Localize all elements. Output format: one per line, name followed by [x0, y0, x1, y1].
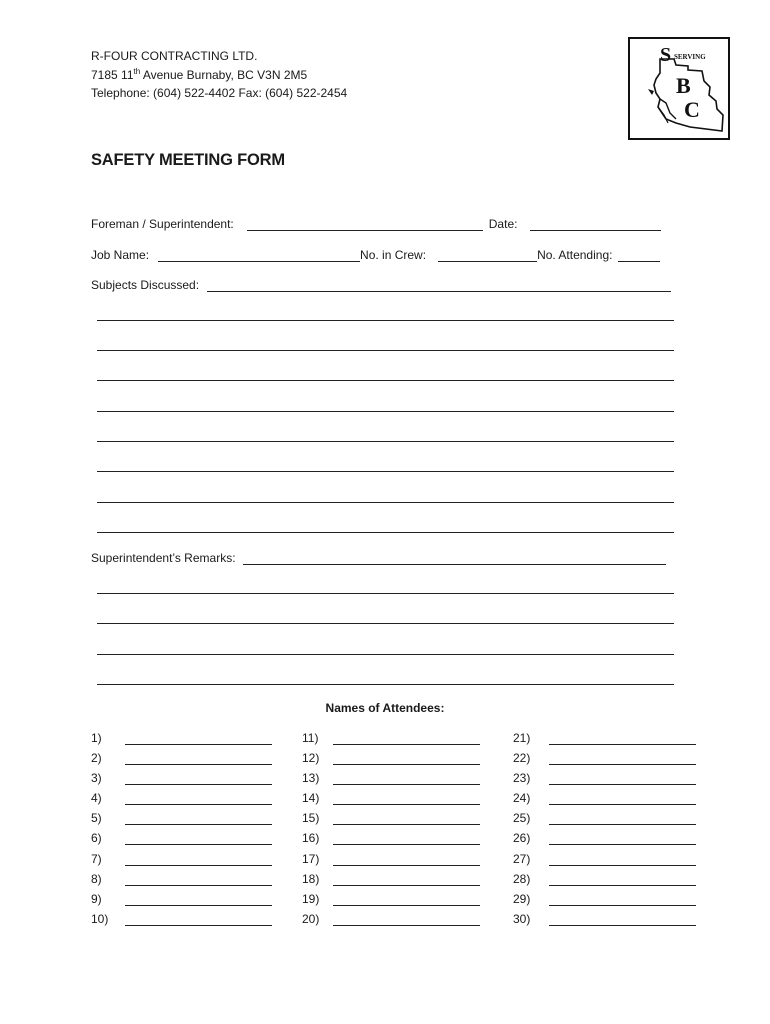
- company-address: [91, 66, 347, 85]
- attendee-name-field[interactable]: [125, 784, 272, 785]
- attendee-name-field[interactable]: [125, 744, 272, 745]
- attendee-name-field[interactable]: [125, 865, 272, 866]
- logo-letter-b: B: [676, 73, 691, 98]
- remarks-line[interactable]: [97, 684, 674, 685]
- attendee-entry: [302, 872, 502, 892]
- subjects-line[interactable]: [97, 380, 674, 381]
- attendee-entry: [91, 912, 291, 932]
- attendee-entry: [302, 731, 502, 751]
- attendee-entry: [513, 831, 713, 851]
- address-number: 7185 11: [91, 67, 134, 82]
- attendee-number: 12): [302, 751, 320, 766]
- attendee-number: 20): [302, 911, 320, 926]
- attendee-entry: [302, 791, 502, 811]
- attendee-entry: [302, 892, 502, 912]
- address-superscript: th: [133, 66, 141, 76]
- attendee-entry: [513, 731, 713, 751]
- foreman-field[interactable]: [247, 217, 483, 231]
- attendee-number: 18): [302, 871, 320, 886]
- attendee-entry: [302, 852, 502, 872]
- attendee-name-field[interactable]: [333, 905, 480, 906]
- attendee-name-field[interactable]: [549, 905, 696, 906]
- crew-field[interactable]: [438, 248, 537, 262]
- attendee-number: 17): [302, 851, 320, 866]
- attendee-number: 5): [91, 811, 102, 826]
- attendee-name-field[interactable]: [333, 844, 480, 845]
- attendee-entry: [91, 791, 291, 811]
- attendee-number: 14): [302, 791, 320, 806]
- attendee-entry: [91, 831, 291, 851]
- attendee-number: 1): [91, 731, 102, 745]
- attendee-entry: [513, 852, 713, 872]
- attendee-name-field[interactable]: [125, 905, 272, 906]
- foreman-label: Foreman / Superintendent:: [91, 217, 234, 231]
- logo-letter-c: C: [684, 97, 700, 122]
- attendee-name-field[interactable]: [333, 784, 480, 785]
- attendee-number: 6): [91, 831, 102, 846]
- company-phone: Telephone: (604) 522-4402 Fax: (604) 522-2454: [91, 86, 348, 100]
- attendee-name-field[interactable]: [333, 824, 480, 825]
- attendee-entry: [302, 912, 502, 932]
- attendee-name-field[interactable]: [549, 764, 696, 765]
- job-name-label: Job Name:: [91, 248, 150, 262]
- form-title: SAFETY MEETING FORM: [91, 151, 285, 169]
- attendee-name-field[interactable]: [549, 865, 696, 866]
- remarks-label: Superintendent’s Remarks:: [91, 551, 236, 565]
- subjects-line[interactable]: [97, 532, 674, 533]
- subjects-line[interactable]: [97, 502, 674, 503]
- attendees-heading: Names of Attendees:: [325, 701, 445, 715]
- attendee-number: 24): [513, 791, 531, 806]
- attendee-number: 27): [513, 851, 531, 866]
- attendee-number: 15): [302, 811, 320, 826]
- attendee-name-field[interactable]: [125, 804, 272, 805]
- subjects-line[interactable]: [97, 320, 674, 321]
- logo-serving-text: SERVING: [674, 53, 706, 61]
- attendee-number: 3): [91, 771, 102, 786]
- attending-field[interactable]: [618, 248, 660, 262]
- attendee-name-field[interactable]: [333, 804, 480, 805]
- subjects-label: Subjects Discussed:: [91, 278, 200, 292]
- attendee-name-field[interactable]: [549, 844, 696, 845]
- attendee-number: 10): [91, 911, 109, 926]
- company-name: R-FOUR CONTRACTING LTD.: [91, 49, 258, 63]
- company-header: [91, 47, 347, 103]
- attendee-entry: [91, 811, 291, 831]
- foreman-date-row: [91, 215, 661, 231]
- attendee-name-field[interactable]: [125, 885, 272, 886]
- attendee-name-field[interactable]: [125, 844, 272, 845]
- attendee-number: 26): [513, 831, 531, 846]
- attendee-name-field[interactable]: [333, 764, 480, 765]
- bc-map-logo-icon: [630, 39, 728, 138]
- attendee-number: 16): [302, 831, 320, 846]
- job-name-field[interactable]: [158, 248, 360, 262]
- attendee-name-field[interactable]: [125, 925, 272, 926]
- subjects-line[interactable]: [97, 411, 674, 412]
- attendee-number: 25): [513, 811, 531, 826]
- attendee-name-field[interactable]: [333, 885, 480, 886]
- attendee-name-field[interactable]: [549, 804, 696, 805]
- date-label: Date:: [488, 217, 518, 231]
- attendee-entry: [513, 912, 713, 932]
- attendee-name-field[interactable]: [549, 824, 696, 825]
- date-field[interactable]: [530, 217, 661, 231]
- remarks-line[interactable]: [97, 593, 674, 594]
- attendee-number: 2): [91, 751, 102, 766]
- remarks-line[interactable]: [97, 623, 674, 624]
- attendee-number: 4): [91, 791, 102, 806]
- attendee-number: 9): [91, 891, 102, 906]
- attendee-name-field[interactable]: [125, 824, 272, 825]
- attendee-number: 11): [302, 731, 319, 745]
- address-rest: Avenue Burnaby, BC V3N 2M5: [140, 67, 308, 82]
- attendee-entry: [302, 811, 502, 831]
- attendee-entry: [302, 831, 502, 851]
- attending-label: No. Attending:: [537, 248, 613, 262]
- job-crew-row: [91, 246, 660, 262]
- attendee-name-field[interactable]: [333, 865, 480, 866]
- attendee-name-field[interactable]: [549, 744, 696, 745]
- attendee-entry: [91, 731, 291, 751]
- attendee-name-field[interactable]: [549, 885, 696, 886]
- attendee-name-field[interactable]: [333, 925, 480, 926]
- attendee-number: 8): [91, 871, 102, 886]
- attendee-entry: [91, 852, 291, 872]
- subjects-line[interactable]: [97, 471, 674, 472]
- attendee-name-field[interactable]: [333, 744, 480, 745]
- remarks-row: [91, 549, 666, 565]
- attendee-entry: [91, 771, 291, 791]
- subjects-row: [91, 276, 671, 292]
- attendee-number: 22): [513, 751, 531, 766]
- attendee-entry: [513, 791, 713, 811]
- attendee-number: 23): [513, 771, 531, 786]
- attendee-name-field[interactable]: [549, 925, 696, 926]
- attendee-entry: [513, 771, 713, 791]
- crew-label: No. in Crew:: [360, 248, 427, 262]
- attendee-number: 21): [513, 731, 531, 745]
- attendee-entry: [91, 892, 291, 912]
- serving-bc-logo: [628, 37, 730, 140]
- attendees-column-3: [513, 731, 713, 932]
- subjects-line[interactable]: [97, 350, 674, 351]
- attendees-column-1: [91, 731, 291, 932]
- attendee-entry: [302, 771, 502, 791]
- subjects-field[interactable]: [207, 278, 671, 292]
- attendee-name-field[interactable]: [125, 764, 272, 765]
- attendee-entry: [513, 892, 713, 912]
- attendee-number: 30): [513, 911, 531, 926]
- attendee-entry: [513, 872, 713, 892]
- subjects-line[interactable]: [97, 441, 674, 442]
- attendee-number: 13): [302, 771, 320, 786]
- attendee-entry: [302, 751, 502, 771]
- attendee-number: 29): [513, 891, 531, 906]
- attendee-entry: [91, 751, 291, 771]
- attendee-entry: [91, 872, 291, 892]
- attendees-column-2: [302, 731, 502, 932]
- remarks-line[interactable]: [97, 654, 674, 655]
- remarks-field[interactable]: [243, 551, 666, 565]
- attendee-name-field[interactable]: [549, 784, 696, 785]
- attendee-number: 28): [513, 871, 531, 886]
- attendee-number: 7): [91, 851, 102, 866]
- attendee-entry: [513, 751, 713, 771]
- attendee-entry: [513, 811, 713, 831]
- svg-text:S: S: [660, 44, 672, 66]
- attendee-number: 19): [302, 891, 320, 906]
